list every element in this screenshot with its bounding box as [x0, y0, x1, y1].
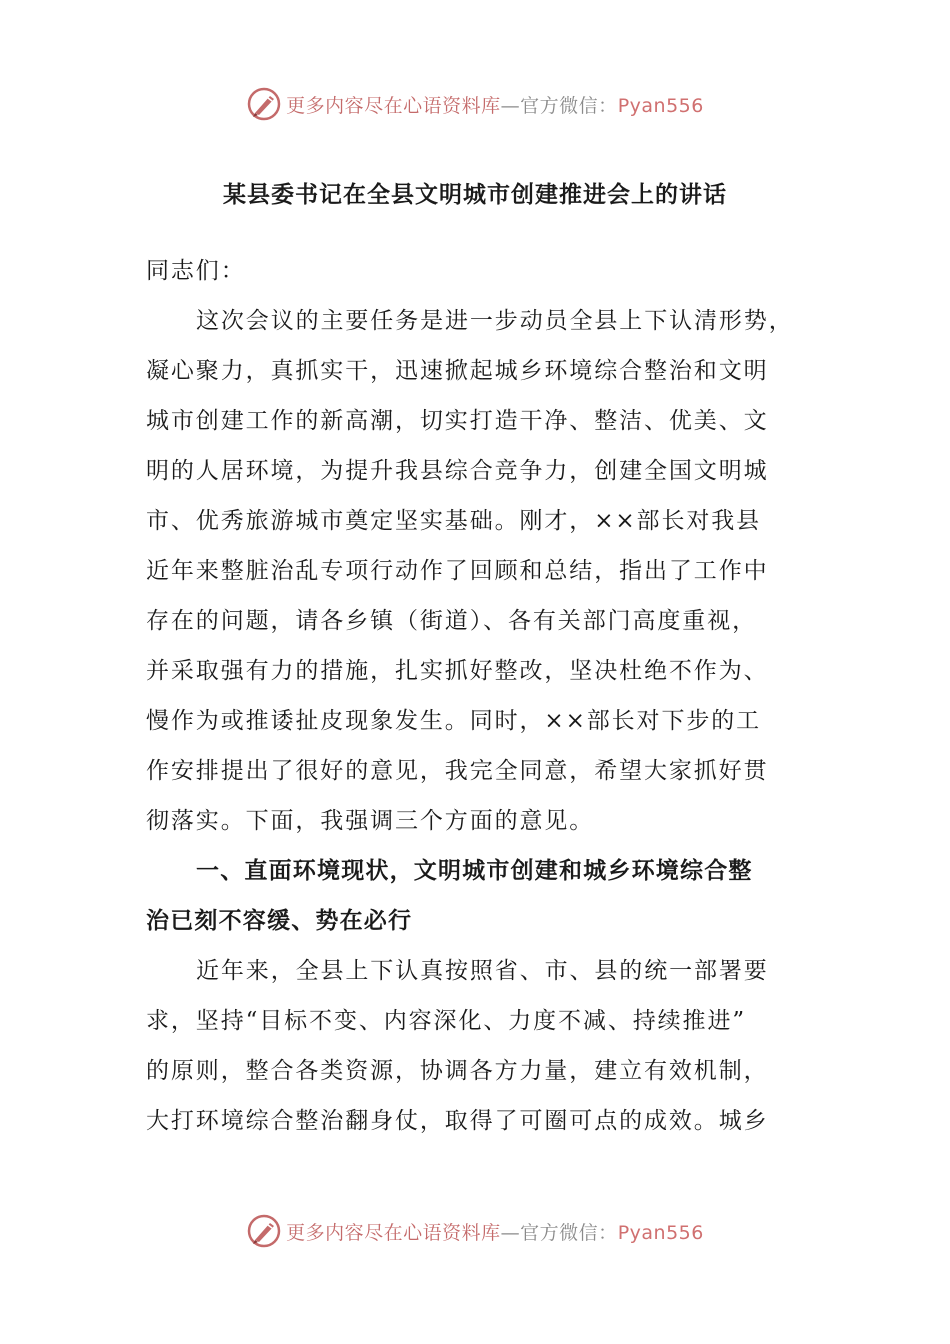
section-heading-line: 一、直面环境现状，文明城市创建和城乡环境综合整	[196, 858, 753, 884]
body-line: 这次会议的主要任务是进一步动员全县上下认清形势，	[196, 308, 794, 334]
document-title: 某县委书记在全县文明城市创建推进会上的讲话	[223, 182, 727, 208]
body-line: 明的人居环境，为提升我县综合竞争力，创建全国文明城	[146, 458, 769, 484]
body-line: 近年来整脏治乱专项行动作了回顾和总结，指出了工作中	[146, 558, 769, 584]
body-line: 并采取强有力的措施，扎实抓好整改，坚决杜绝不作为、	[146, 658, 769, 684]
body-line: 城市创建工作的新高潮，切实打造干净、整洁、优美、文	[146, 408, 769, 434]
footer-watermark	[0, 1211, 950, 1251]
body-line: 凝心聚力，真抓实干，迅速掀起城乡环境综合整治和文明	[146, 358, 769, 384]
body-line: 的原则，整合各类资源，协调各方力量，建立有效机制，	[146, 1058, 769, 1084]
body-line: 存在的问题，请各乡镇（街道）、各有关部门高度重视，	[146, 608, 757, 634]
body-line: 市、优秀旅游城市奠定坚实基础。刚才，××部长对我县	[146, 508, 762, 534]
body-line: 慢作为或推诿扯皮现象发生。同时，××部长对下步的工	[146, 708, 762, 734]
watermark-main-text: 更多内容尽在心语资料库	[286, 1221, 501, 1244]
watermark-sub-text: —官方微信：	[500, 1221, 618, 1244]
watermark-id-text: Pyan556	[617, 1221, 704, 1244]
body-line: 彻落实。下面，我强调三个方面的意见。	[146, 808, 595, 834]
watermark-main-text: 更多内容尽在心语资料库	[286, 94, 501, 117]
pen-logo-icon	[246, 1213, 282, 1249]
pen-logo-icon	[246, 86, 282, 122]
header-watermark	[0, 84, 950, 124]
body-line: 作安排提出了很好的意见，我完全同意，希望大家抓好贯	[146, 758, 769, 784]
watermark-sub-text: —官方微信：	[500, 94, 618, 117]
body-line: 近年来，全县上下认真按照省、市、县的统一部署要	[196, 958, 769, 984]
salutation-line: 同志们：	[146, 258, 246, 284]
section-heading-line: 治已刻不容缓、势在必行	[146, 908, 413, 934]
watermark-id-text: Pyan556	[617, 94, 704, 117]
body-line: 大打环境综合整治翻身仗，取得了可圈可点的成效。城乡	[146, 1108, 769, 1134]
body-line: 求，坚持“目标不变、内容深化、力度不减、持续推进”	[146, 1008, 747, 1034]
document-body	[146, 246, 810, 1146]
